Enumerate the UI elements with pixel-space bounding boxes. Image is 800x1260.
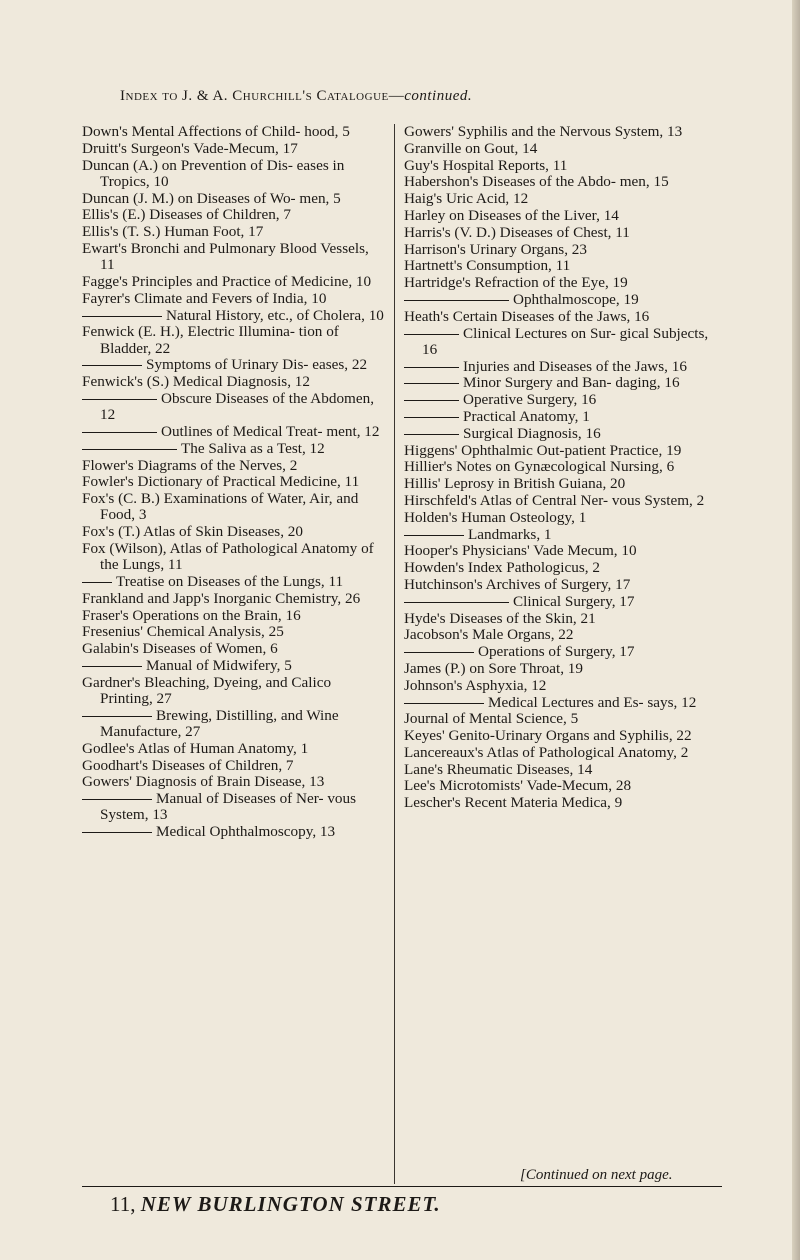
index-entry	[404, 292, 724, 308]
entry-text: Lescher's Recent Materia Medica, 9	[404, 794, 623, 812]
entry-text: Keyes' Genito-Urinary Organs and Syphilis, 22	[404, 727, 692, 745]
index-entry	[82, 675, 387, 707]
entry-text: Medical Lectures and Es- says, 12	[488, 693, 697, 711]
entry-text: Down's Mental Affections of Child- hood, 5	[82, 123, 350, 140]
index-entry	[82, 124, 387, 140]
entry-text: Clinical Surgery, 17	[513, 592, 635, 610]
index-entry	[404, 158, 724, 174]
entry-text: Hartnett's Consumption, 11	[404, 257, 571, 275]
page-footer	[110, 1192, 710, 1217]
footer-street: NEW BURLINGTON STREET.	[140, 1192, 441, 1216]
index-entry	[82, 624, 387, 640]
page-header	[120, 88, 760, 105]
entry-text: Fenwick's (S.) Medical Diagnosis, 12	[82, 373, 310, 391]
index-entry	[82, 491, 387, 523]
index-entry	[82, 324, 387, 356]
entry-text: Hartridge's Refraction of the Eye, 19	[404, 274, 628, 292]
index-entry	[82, 758, 387, 774]
index-entry	[82, 458, 387, 474]
entry-text: Goodhart's Diseases of Children, 7	[82, 756, 294, 774]
entry-text: Obscure Diseases of the Abdomen, 12	[100, 389, 374, 424]
entry-text: Treatise on Diseases of the Lungs, 11	[116, 572, 344, 590]
index-entry	[404, 695, 724, 711]
column-divider	[394, 124, 395, 1184]
entry-text: Haig's Uric Acid, 12	[404, 190, 529, 208]
entry-text: Manual of Diseases of Ner- vous System, 13	[100, 790, 357, 824]
ditto-dash	[404, 417, 459, 418]
entry-text: Harris's (V. D.) Diseases of Chest, 11	[404, 223, 630, 241]
index-entry	[82, 374, 387, 390]
index-entry	[82, 591, 387, 607]
index-entry	[404, 711, 724, 727]
entry-text: Johnson's Asphyxia, 12	[404, 676, 547, 694]
entry-text: Lane's Rheumatic Diseases, 14	[404, 760, 593, 778]
index-entry	[404, 762, 724, 778]
index-entry	[404, 745, 724, 761]
index-entry	[82, 524, 387, 540]
index-entry	[404, 225, 724, 241]
index-entry	[82, 708, 387, 740]
ditto-dash	[404, 535, 464, 536]
right-column	[404, 124, 724, 812]
entry-text: Minor Surgery and Ban- daging, 16	[463, 374, 680, 392]
index-entry	[404, 527, 724, 543]
entry-text: Fraser's Operations on the Brain, 16	[82, 606, 301, 624]
entry-text: Harley on Diseases of the Liver, 14	[404, 206, 619, 224]
index-entry	[404, 242, 724, 258]
ditto-dash	[404, 602, 509, 603]
entry-text: The Saliva as a Test, 12	[181, 439, 325, 457]
entry-text: Flower's Diagrams of the Nerves, 2	[82, 456, 298, 474]
ditto-dash	[404, 703, 484, 704]
entry-text: Fagge's Principles and Practice of Medicine, 10	[82, 272, 372, 290]
entry-text: Gowers' Diagnosis of Brain Disease, 13	[82, 773, 325, 791]
ditto-dash	[404, 334, 459, 335]
index-entry	[404, 124, 724, 140]
index-entry	[404, 141, 724, 157]
index-entry	[404, 191, 724, 207]
entry-text: James (P.) on Sore Throat, 19	[404, 659, 583, 677]
index-entry	[82, 424, 387, 440]
ditto-dash	[404, 300, 509, 301]
entry-text: Brewing, Distilling, and Wine Manufacture, 27	[100, 706, 339, 740]
ditto-dash	[404, 383, 459, 384]
index-entry	[404, 392, 724, 408]
index-entry	[404, 661, 724, 677]
entry-text: Fox (Wilson), Atlas of Pathological Anatomy of the Lungs, 11	[82, 539, 374, 574]
index-entry	[404, 560, 724, 576]
index-entry	[404, 409, 724, 425]
index-entry	[82, 241, 387, 273]
ditto-dash	[82, 799, 152, 800]
index-entry	[82, 391, 387, 423]
index-entry	[404, 627, 724, 643]
index-entry	[404, 476, 724, 492]
entry-text: Jacobson's Male Organs, 22	[404, 626, 574, 644]
entry-text: Druitt's Surgeon's Vade-Mecum, 17	[82, 139, 298, 157]
index-entry	[82, 774, 387, 790]
index-entry	[404, 459, 724, 475]
index-entry	[404, 778, 724, 794]
ditto-dash	[404, 400, 459, 401]
index-entry	[404, 728, 724, 744]
index-entry	[404, 359, 724, 375]
entry-text: Ellis's (E.) Diseases of Children, 7	[82, 206, 291, 224]
ditto-dash	[404, 434, 459, 435]
entry-text: Operative Surgery, 16	[463, 391, 597, 409]
index-entry	[404, 174, 724, 190]
entry-text: Clinical Lectures on Sur- gical Subjects, 16	[422, 324, 709, 358]
index-entry	[404, 426, 724, 442]
entry-text: Hirschfeld's Atlas of Central Ner- vous System, 2	[404, 491, 705, 509]
ditto-dash	[404, 652, 474, 653]
entry-text: Fayrer's Climate and Fevers of India, 10	[82, 289, 327, 307]
index-entry	[82, 274, 387, 290]
entry-text: Heath's Certain Diseases of the Jaws, 16	[404, 307, 650, 325]
ditto-dash	[404, 367, 459, 368]
index-entry	[404, 543, 724, 559]
header-continued: continued.	[404, 88, 473, 104]
index-entry	[404, 443, 724, 459]
entry-text: Gowers' Syphilis and the Nervous System, 13	[404, 123, 683, 140]
left-column	[82, 124, 387, 841]
entry-text: Guy's Hospital Reports, 11	[404, 156, 568, 174]
index-entry	[82, 191, 387, 207]
index-entry	[404, 594, 724, 610]
ditto-dash	[82, 432, 157, 433]
entry-text: Practical Anatomy, 1	[463, 407, 590, 425]
index-entry	[82, 141, 387, 157]
entry-text: Fox's (T.) Atlas of Skin Diseases, 20	[82, 523, 303, 541]
entry-text: Lancereaux's Atlas of Pathological Anatomy, 2	[404, 743, 689, 761]
index-entry	[82, 474, 387, 490]
ditto-dash	[82, 316, 162, 317]
entry-text: Hillier's Notes on Gynæcological Nursing, 6	[404, 458, 675, 476]
continued-note: [Continued on next page.	[520, 1167, 673, 1183]
ditto-dash	[82, 399, 157, 400]
index-entry	[82, 541, 387, 573]
entry-text: Holden's Human Osteology, 1	[404, 508, 587, 526]
index-entry	[404, 275, 724, 291]
entry-text: Injuries and Diseases of the Jaws, 16	[463, 357, 687, 375]
index-entry	[82, 158, 387, 190]
index-entry	[404, 493, 724, 509]
entry-text: Hutchinson's Archives of Surgery, 17	[404, 575, 631, 593]
entry-text: Gardner's Bleaching, Dyeing, and Calico Printing, 27	[82, 673, 332, 707]
entry-text: Symptoms of Urinary Dis- eases, 22	[146, 356, 368, 374]
header-title: Index to J. & A. Churchill's Catalogue—	[120, 88, 405, 104]
index-entry	[404, 326, 724, 358]
footer-rule	[82, 1186, 722, 1187]
index-entry	[82, 308, 387, 324]
entry-text: Higgens' Ophthalmic Out-patient Practice, 19	[404, 441, 682, 459]
index-entry	[82, 357, 387, 373]
index-entry	[404, 644, 724, 660]
entry-text: Hillis' Leprosy in British Guiana, 20	[404, 475, 626, 493]
index-entry	[82, 441, 387, 457]
index-entry	[404, 611, 724, 627]
index-entry	[404, 309, 724, 325]
page-edge	[792, 0, 800, 1260]
ditto-dash	[82, 716, 152, 717]
ditto-dash	[82, 666, 142, 667]
index-entry	[404, 678, 724, 694]
footer-number: 11,	[110, 1192, 136, 1216]
entry-text: Journal of Mental Science, 5	[404, 710, 579, 728]
index-entry	[82, 291, 387, 307]
entry-text: Outlines of Medical Treat- ment, 12	[161, 422, 380, 440]
entry-text: Frankland and Japp's Inorganic Chemistry, 26	[82, 589, 361, 607]
index-entry	[404, 577, 724, 593]
index-entry	[404, 375, 724, 391]
entry-text: Landmarks, 1	[468, 525, 552, 543]
entry-text: Manual of Midwifery, 5	[146, 656, 292, 674]
entry-text: Godlee's Atlas of Human Anatomy, 1	[82, 739, 309, 757]
index-entry	[82, 608, 387, 624]
entry-text: Ophthalmoscope, 19	[513, 290, 639, 308]
entry-text: Howden's Index Pathologicus, 2	[404, 559, 600, 577]
index-entry	[404, 258, 724, 274]
index-entry	[82, 574, 387, 590]
entry-text: Granville on Gout, 14	[404, 139, 538, 157]
entry-text: Duncan (J. M.) on Diseases of Wo- men, 5	[82, 189, 341, 207]
entry-text: Surgical Diagnosis, 16	[463, 424, 601, 442]
entry-text: Natural History, etc., of Cholera, 10	[166, 306, 384, 324]
index-entry	[404, 510, 724, 526]
entry-text: Duncan (A.) on Prevention of Dis- eases in Tropics, 10	[82, 156, 345, 190]
entry-text: Fresenius' Chemical Analysis, 25	[82, 623, 284, 641]
entry-text: Galabin's Diseases of Women, 6	[82, 640, 278, 658]
entry-text: Medical Ophthalmoscopy, 13	[156, 823, 336, 841]
ditto-dash	[82, 449, 177, 450]
index-entry	[404, 208, 724, 224]
index-entry	[82, 224, 387, 240]
entry-text: Fox's (C. B.) Examinations of Water, Air, and Food, 3	[82, 490, 359, 524]
index-entry	[82, 641, 387, 657]
index-entry	[82, 207, 387, 223]
entry-text: Hyde's Diseases of the Skin, 21	[404, 609, 596, 627]
entry-text: Operations of Surgery, 17	[478, 643, 635, 661]
entry-text: Habershon's Diseases of the Abdo- men, 15	[404, 173, 669, 191]
entry-text: Ewart's Bronchi and Pulmonary Blood Vessels, 11	[82, 239, 369, 274]
entry-text: Harrison's Urinary Organs, 23	[404, 240, 587, 258]
ditto-dash	[82, 365, 142, 366]
entry-text: Lee's Microtomists' Vade-Mecum, 28	[404, 777, 632, 795]
index-entry	[82, 658, 387, 674]
ditto-dash	[82, 582, 112, 583]
index-entry	[82, 741, 387, 757]
index-entry	[82, 824, 387, 840]
entry-text: Ellis's (T. S.) Human Foot, 17	[82, 223, 264, 241]
index-entry	[82, 791, 387, 823]
entry-text: Fowler's Dictionary of Practical Medicine, 11	[82, 473, 360, 491]
ditto-dash	[82, 832, 152, 833]
entry-text: Hooper's Physicians' Vade Mecum, 10	[404, 542, 637, 560]
entry-text: Fenwick (E. H.), Electric Illumina- tion of Bladder, 22	[82, 323, 339, 357]
index-entry	[404, 795, 724, 811]
